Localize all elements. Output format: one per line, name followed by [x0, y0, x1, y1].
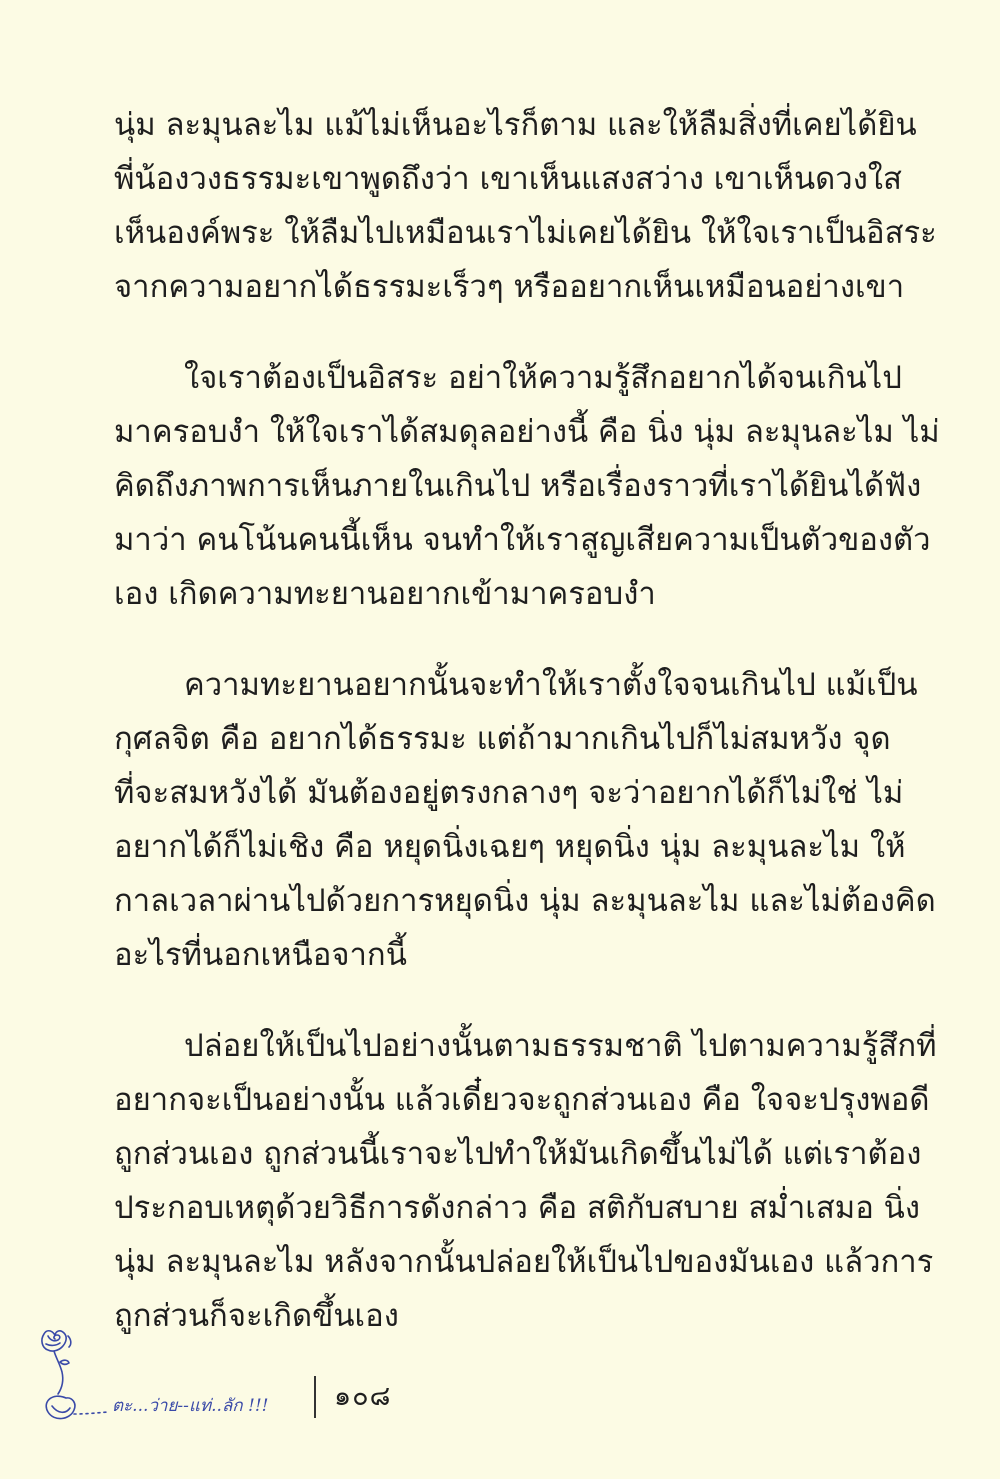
handwritten-logo — [38, 1326, 288, 1436]
text-line: อยากได้ก็ไม่เชิง คือ หยุดนิ่งเฉยๆ หยุดนิ่ง นุ่ม ละมุนละไม ให้ — [114, 829, 906, 865]
text-line: ใจเราต้องเป็นอิสระ อย่าให้ความรู้สึกอยากได้จนเกินไป — [184, 360, 902, 396]
text-line: อะไรที่นอกเหนือจากนี้ — [114, 937, 407, 973]
text-line: มาครอบงำ ให้ใจเราได้สมดุลอย่างนี้ คือ นิ่ง นุ่ม ละมุนละไม ไม่ — [114, 414, 940, 450]
page-footer — [38, 1326, 598, 1436]
text-line: ปล่อยให้เป็นไปอย่างนั้นตามธรรมชาติ ไปตามความรู้สึกที่ — [184, 1028, 937, 1064]
text-line: ถูกส่วนเอง ถูกส่วนนี้เราจะไปทำให้มันเกิดขึ้นไม่ได้ แต่เราต้อง — [114, 1136, 922, 1172]
page-number: ๑๐๘ — [334, 1381, 392, 1412]
text-line: มาว่า คนโน้นคนนี้เห็น จนทำให้เราสูญเสียความเป็นตัวของตัว — [114, 522, 931, 558]
text-line: ที่จะสมหวังได้ มันต้องอยู่ตรงกลางๆ จะว่าอยากได้ก็ไม่ใช่ ไม่ — [114, 775, 904, 811]
paragraph-3 — [114, 658, 936, 982]
page-body — [114, 98, 940, 1380]
text-line: นุ่ม ละมุนละไม หลังจากนั้นปล่อยให้เป็นไปของมันเอง แล้วการ — [114, 1244, 934, 1280]
text-line: คิดถึงภาพการเห็นภายในเกินไป หรือเรื่องราวที่เราได้ยินได้ฟัง — [114, 468, 922, 504]
text-line: จากความอยากได้ธรรมะเร็วๆ หรืออยากเห็นเหมือนอย่างเขา — [114, 269, 905, 305]
text-line: พี่น้องวงธรรมะเขาพูดถึงว่า เขาเห็นแสงสว่าง เขาเห็นดวงใส — [114, 161, 902, 197]
text-line: อยากจะเป็นอย่างนั้น แล้วเดี๋ยวจะถูกส่วนเอง คือ ใจจะปรุงพอดี — [114, 1082, 930, 1118]
text-line: ถูกส่วนก็จะเกิดขึ้นเอง — [114, 1298, 399, 1334]
footer-divider — [314, 1376, 316, 1418]
paragraph-1 — [114, 98, 937, 314]
handwritten-logo-text: ตะ...ว่าย--แท่..ลัก !!! — [112, 1396, 269, 1416]
text-line: ความทะยานอยากนั้นจะทำให้เราตั้งใจจนเกินไป แม้เป็น — [184, 667, 918, 703]
rose-flower-icon — [42, 1331, 71, 1394]
text-line: เห็นองค์พระ ให้ลืมไปเหมือนเราไม่เคยได้ยิน ให้ใจเราเป็นอิสระ — [114, 215, 937, 251]
text-line: ประกอบเหตุด้วยวิธีการดังกล่าว คือ สติกับสบาย สม่ำเสมอ นิ่ง — [114, 1190, 921, 1226]
paragraph-4 — [114, 1019, 937, 1343]
paragraph-2 — [114, 351, 940, 621]
text-line: นุ่ม ละมุนละไม แม้ไม่เห็นอะไรก็ตาม และให้ลืมสิ่งที่เคยได้ยิน — [114, 107, 917, 143]
text-line: กุศลจิต คือ อยากได้ธรรมะ แต่ถ้ามากเกินไปก็ไม่สมหวัง จุด — [114, 721, 891, 757]
text-line: กาลเวลาผ่านไปด้วยการหยุดนิ่ง นุ่ม ละมุนละไม และไม่ต้องคิด — [114, 883, 936, 919]
text-line: เอง เกิดความทะยานอยากเข้ามาครอบงำ — [114, 576, 656, 612]
